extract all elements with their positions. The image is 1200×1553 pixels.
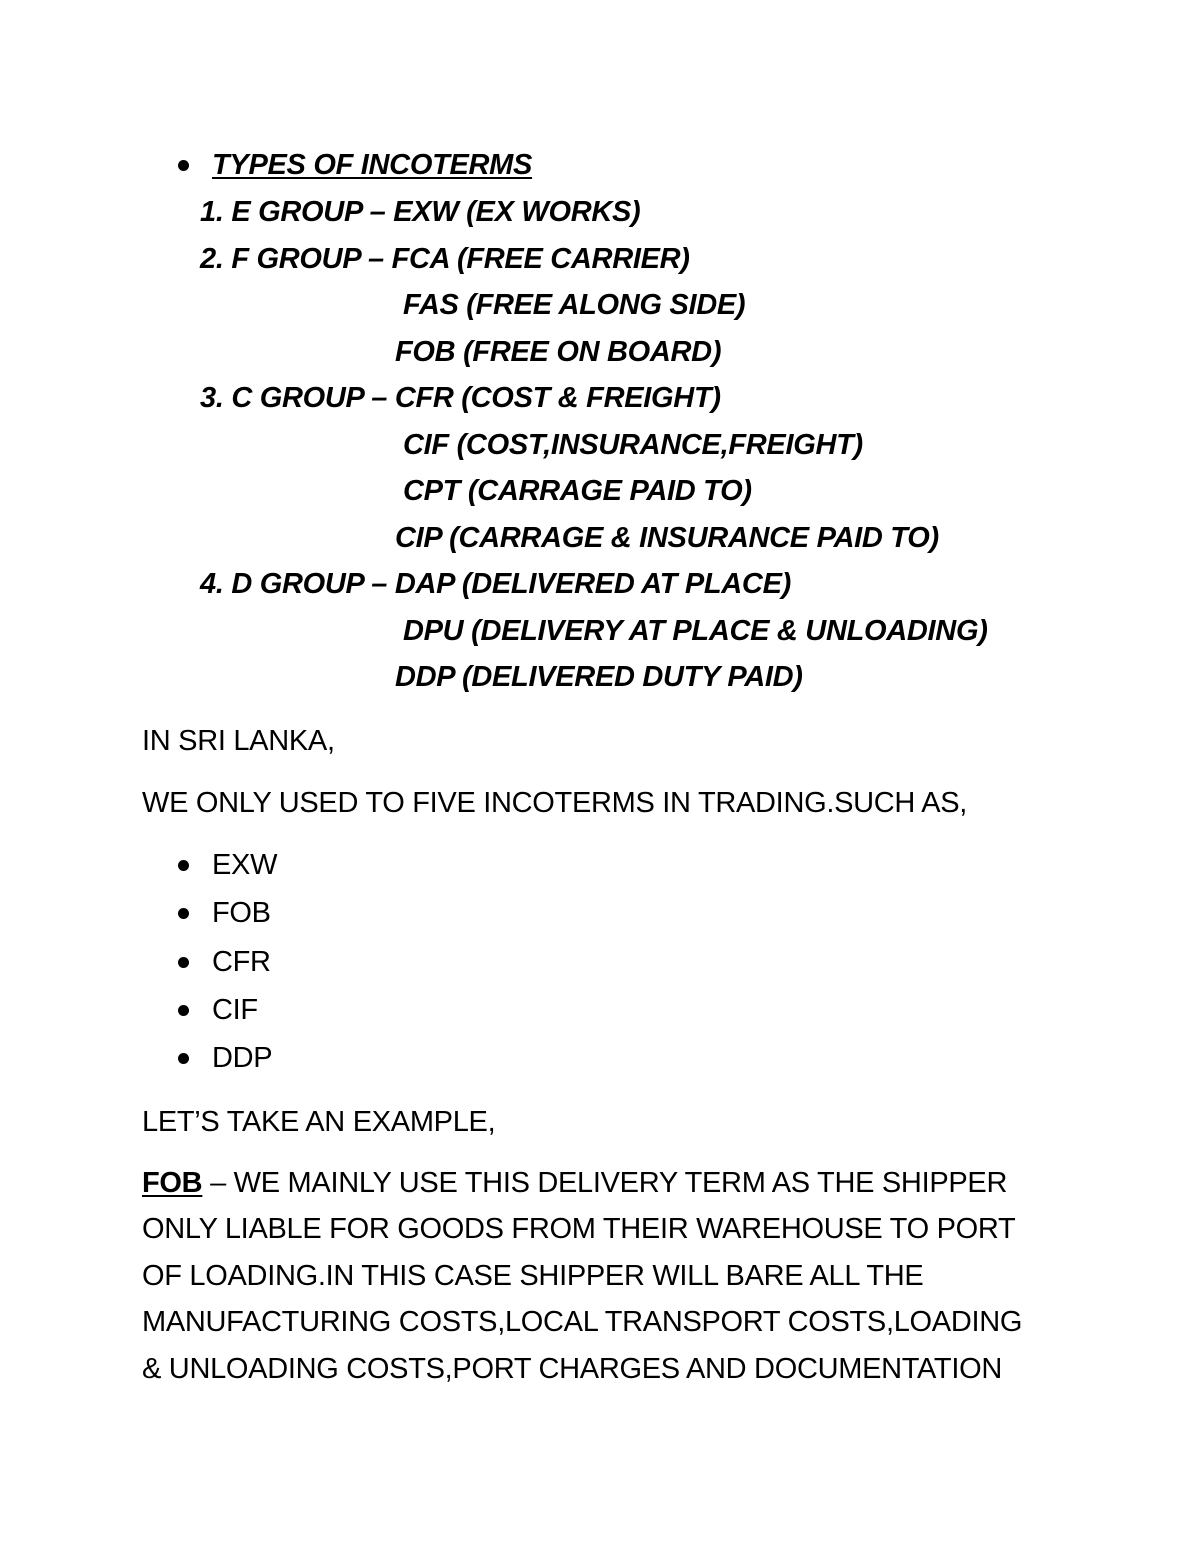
group-line: DDP (DELIVERED DUTY PAID) — [395, 661, 803, 693]
fob-paragraph-line: OF LOADING.IN THIS CASE SHIPPER WILL BARE ALL THE — [142, 1260, 924, 1292]
bullet-icon — [178, 860, 189, 871]
fob-paragraph-line — [142, 1166, 1007, 1200]
list-item: EXW — [212, 849, 278, 881]
fob-term: FOB — [142, 1167, 203, 1199]
list-item: FOB — [212, 897, 271, 929]
bullet-icon — [178, 1053, 189, 1064]
paragraph-example: LET’S TAKE AN EXAMPLE, — [142, 1106, 496, 1138]
bullet-icon — [178, 908, 189, 919]
list-item: CIF — [212, 994, 258, 1026]
group-line: CPT (CARRAGE PAID TO) — [403, 475, 752, 507]
group-line: 3. C GROUP – CFR (COST & FREIGHT) — [200, 382, 721, 414]
group-line: 2. F GROUP – FCA (FREE CARRIER) — [200, 243, 690, 275]
group-line: CIP (CARRAGE & INSURANCE PAID TO) — [395, 522, 939, 554]
group-line: CIF (COST,INSURANCE,FREIGHT) — [403, 429, 863, 461]
group-line: DPU (DELIVERY AT PLACE & UNLOADING) — [403, 615, 988, 647]
paragraph-five-terms: WE ONLY USED TO FIVE INCOTERMS IN TRADING.SUCH AS, — [142, 787, 968, 819]
group-line: FOB (FREE ON BOARD) — [395, 336, 722, 368]
bullet-icon — [178, 957, 189, 968]
list-item: CFR — [212, 946, 271, 978]
group-line: FAS (FREE ALONG SIDE) — [403, 289, 746, 321]
bullet-icon — [178, 160, 189, 171]
fob-text: – WE MAINLY USE THIS DELIVERY TERM AS THE SHIPPER — [202, 1167, 1008, 1199]
fob-paragraph-line: MANUFACTURING COSTS,LOCAL TRANSPORT COSTS,LOADING — [142, 1306, 1023, 1338]
paragraph-sri-lanka: IN SRI LANKA, — [142, 725, 335, 757]
list-item: DDP — [212, 1042, 273, 1074]
group-line: 4. D GROUP – DAP (DELIVERED AT PLACE) — [200, 568, 791, 600]
group-line: 1. E GROUP – EXW (EX WORKS) — [200, 196, 641, 228]
fob-paragraph-line: & UNLOADING COSTS,PORT CHARGES AND DOCUMENTATION — [142, 1353, 1003, 1385]
fob-paragraph-line: ONLY LIABLE FOR GOODS FROM THEIR WAREHOUSE TO PORT — [142, 1213, 1016, 1245]
section-heading: TYPES OF INCOTERMS — [212, 149, 533, 181]
bullet-icon — [178, 1005, 189, 1016]
